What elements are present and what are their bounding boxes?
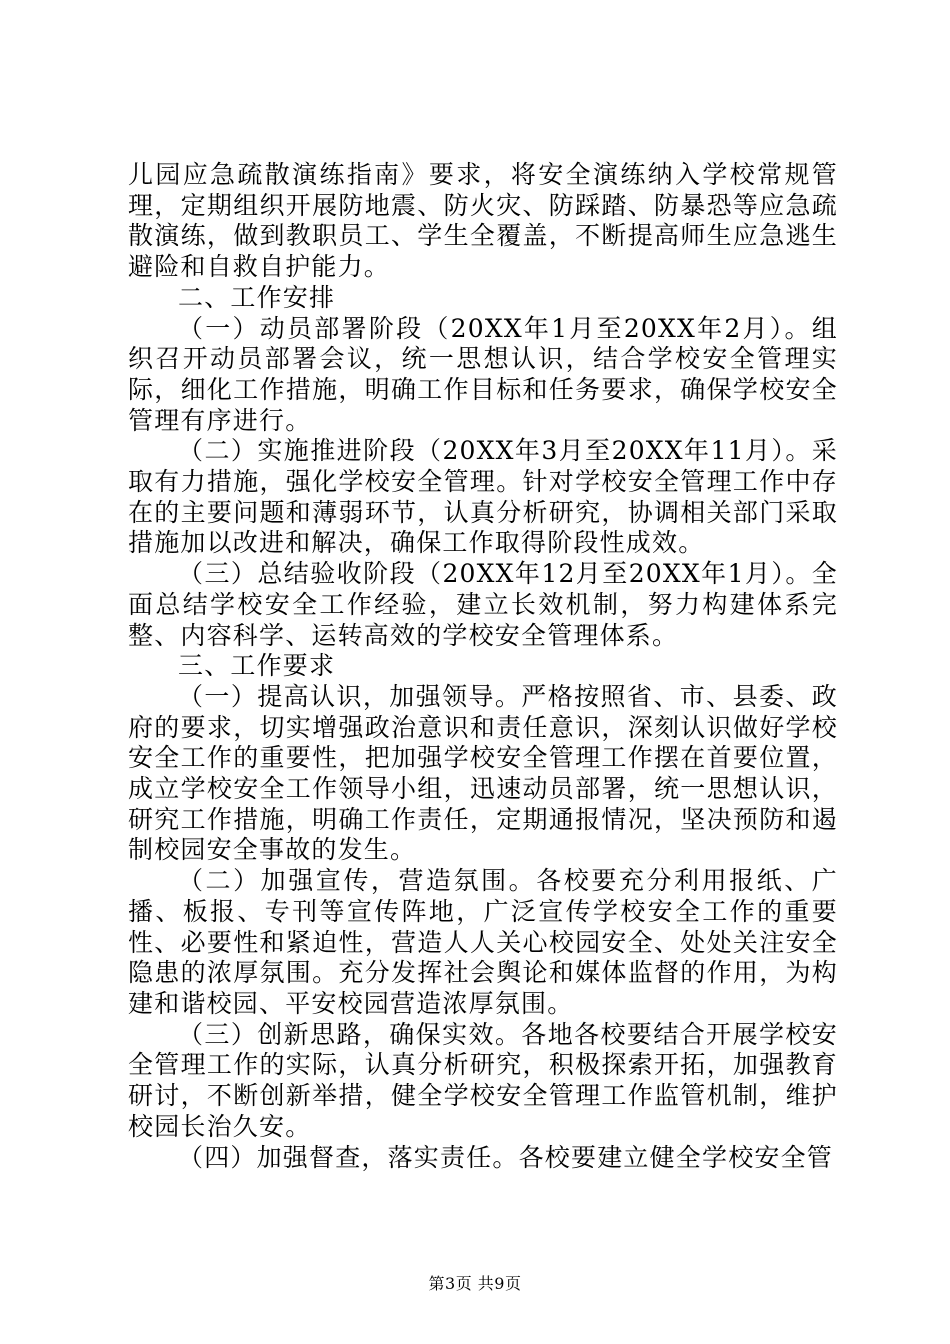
paragraph-supervision: （四）加强督查，落实责任。各校要建立健全学校安全管 bbox=[178, 1142, 834, 1172]
paragraph-drill-requirements: 儿园应急疏散演练指南》要求，将安全演练纳入学校常规管理，定期组织开展防地震、防火灾、防踩踏、防暴恐等应急疏散演练，做到教职员工、学生全覆盖，不断提高师生应急逃生避险和自救自护能力。 bbox=[128, 160, 838, 282]
paragraph-mobilization-stage: （一）动员部署阶段（20XX年1月至20XX年2月）。组织召开动员部署会议，统一思想认识，结合学校安全管理实际，细化工作措施，明确工作目标和任务要求，确保学校安全管理有序进行。 bbox=[128, 313, 838, 435]
paragraph-summary-stage: （三）总结验收阶段（20XX年12月至20XX年1月）。全面总结学校安全工作经验，建立长效机制，努力构建体系完整、内容科学、运转高效的学校安全管理体系。 bbox=[128, 559, 838, 650]
paragraph-publicity: （二）加强宣传，营造氛围。各校要充分利用报纸、广播、板报、专刊等宣传阵地，广泛宣传学校安全工作的重要性、必要性和紧迫性，营造人人关心校园安全、处处关注安全隐患的浓厚氛围。充分发挥社会舆论和媒体监督的作用，为构建和谐校园、平安校园营造浓厚氛围。 bbox=[128, 866, 838, 1018]
paragraph-leadership: （一）提高认识，加强领导。严格按照省、市、县委、政府的要求，切实增强政治意识和责任意识，深刻认识做好学校安全工作的重要性，把加强学校安全管理工作摆在首要位置，成立学校安全工作领导小组，迅速动员部署，统一思想认识，研究工作措施，明确工作责任，定期通报情况，坚决预防和遏制校园安全事故的发生。 bbox=[128, 681, 838, 865]
paragraph-implementation-stage: （二）实施推进阶段（20XX年3月至20XX年11月）。采取有力措施，强化学校安全管理。针对学校安全管理工作中存在的主要问题和薄弱环节，认真分析研究，协调相关部门采取措施加以改进和解决，确保工作取得阶段性成效。 bbox=[128, 436, 838, 558]
page-number-footer: 第3页 共9页 bbox=[428, 1274, 522, 1293]
paragraph-innovation: （三）创新思路，确保实效。各地各校要结合开展学校安全管理工作的实际，认真分析研究，积极探索开拓，加强教育研讨，不断创新举措，健全学校安全管理工作监管机制，维护校园长治久安。 bbox=[128, 1019, 838, 1141]
document-body bbox=[128, 160, 838, 1173]
section-heading-work-arrangement: 二、工作安排 bbox=[178, 282, 336, 312]
section-heading-work-requirements: 三、工作要求 bbox=[178, 651, 336, 681]
